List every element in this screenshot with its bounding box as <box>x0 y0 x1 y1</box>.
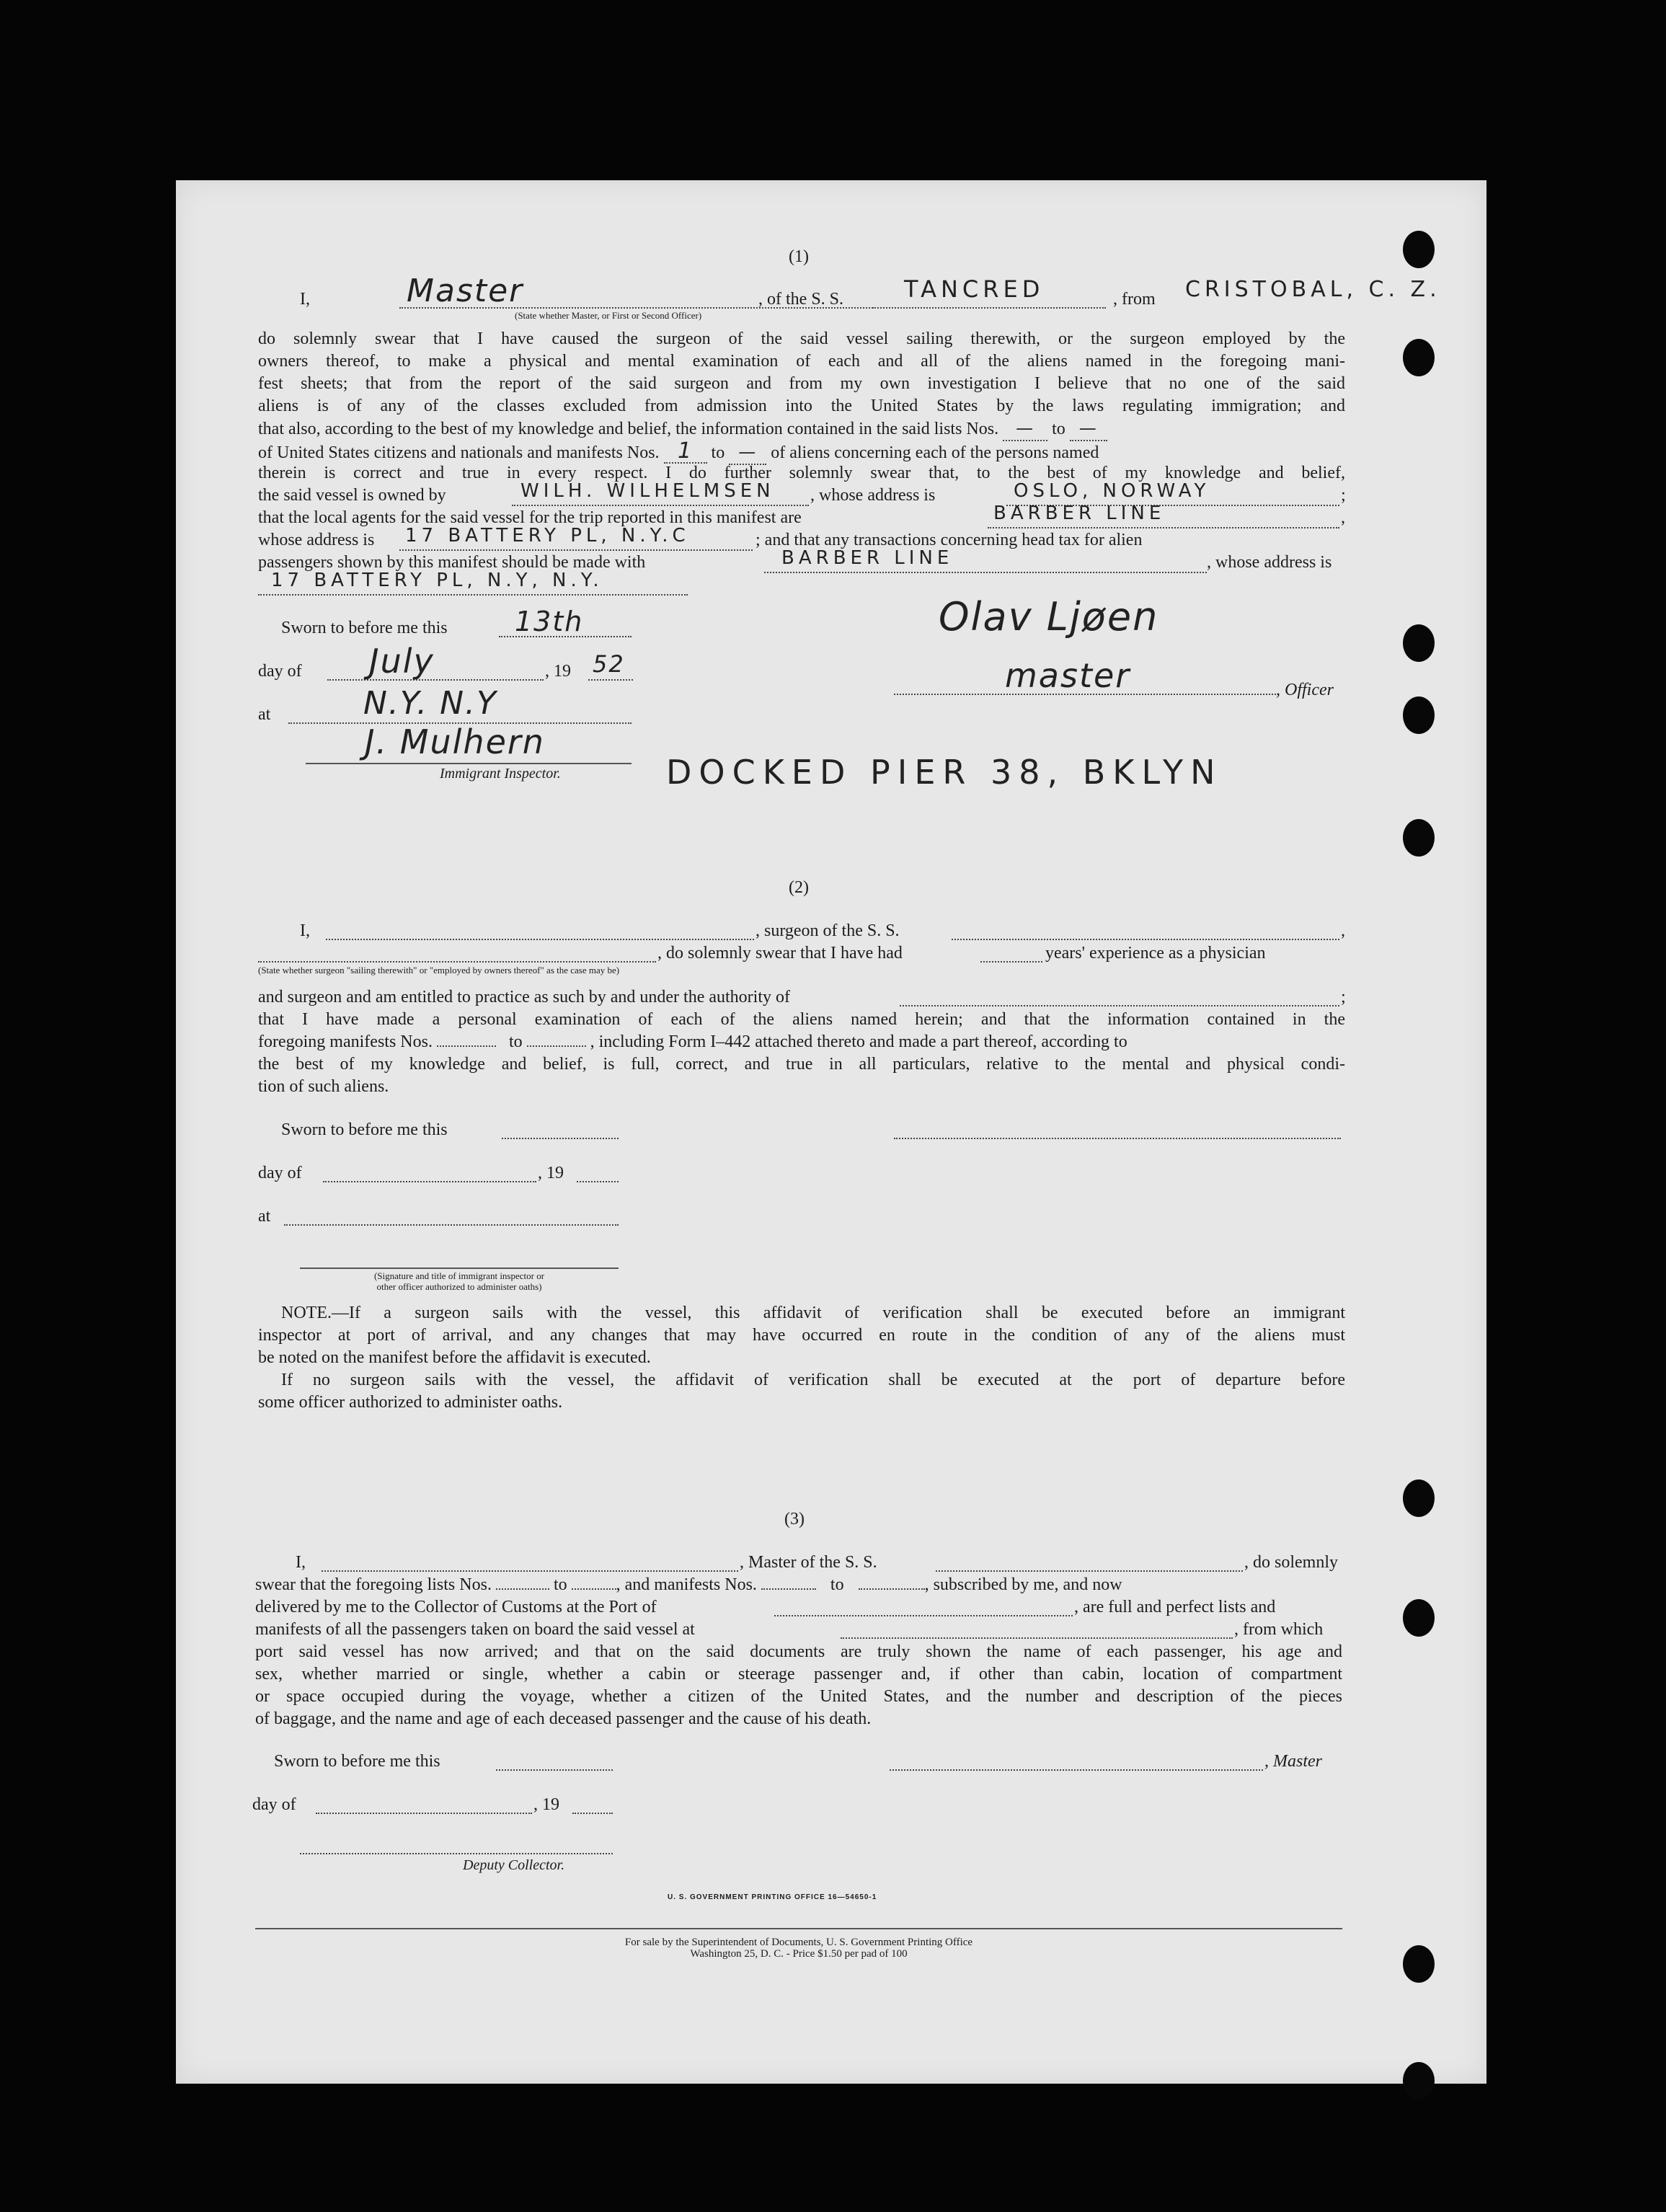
docked-note: DOCKED PIER 38, BKLYN <box>666 753 1223 792</box>
sec2-surgeon-signature-line <box>894 1138 1341 1139</box>
footer-rule <box>255 1928 1342 1929</box>
sec1-day-of-label: day of <box>258 662 302 681</box>
binder-hole-9 <box>1403 2062 1435 2100</box>
sec3-vessel-at-line <box>841 1637 1233 1639</box>
port-from: CRISTOBAL, C. Z. <box>1185 277 1441 302</box>
owner-line <box>512 505 809 506</box>
sec2-swear-label: , do solemnly swear that I have had <box>657 944 903 963</box>
exam-line: that I have made a personal examination of each of the aliens named herein; and that the information contained in the <box>258 1010 1345 1029</box>
officer-title: master <box>1005 656 1131 695</box>
sec3-deputy-line <box>300 1853 613 1854</box>
sec2-years-label: years' experience as a physician <box>1045 944 1266 963</box>
note-line-2: inspector at port of arrival, and any changes that may have occurred en route in the condition of any of the aliens must <box>258 1326 1345 1345</box>
sec1-month: July <box>369 642 435 681</box>
sec1-body-line-1: do solemnly swear that I have caused the surgeon of the said vessel sailing therewith, or the surgeon employed by the <box>258 329 1345 348</box>
sec2-at-line <box>284 1224 619 1226</box>
manifest-page: (1) I, Master (State whether Master, or First or Second Officer) , of the S. S. TANCRED , from CRISTOBAL, C. Z. do solemnly swear that I have caused the surgeon of the said vessel sailing therewith, or the surgeon employed by the owners thereof, to make a physical and mental examination of each and all of the aliens named in the foregoing mani- fest sheets; that from the report of the said surgeon and from my own investigation I believe that no one of the said aliens is of any of the classes excluded from admission into the United States by the laws regulating immigration; and that also, according to the best of my knowledge and belief, the information contained in the said lists Nos. — to — of United States citizens and nationals and manifests Nos. 1 to — of aliens concerning each of the persons named therein is correct and true in every respect. I do further solemnly swear that, to the best of my knowledge and belief, the said vessel is owned by WILH. WILHELMSEN , whose address is OSLO, NORWAY ; that the local agents for the said vessel for the trip reported in this manifest are BARBER LINE , whose address is 17 BATTERY PL, N.Y.C ; and that any transactions concerning head tax for alien passengers shown by this manifest should be made with BARBER LINE , whose address is 17 BATTERY PL, N.Y, N.Y. Sworn to before me this 13th day of July , 19 52 at N.Y. N.Y J. Mulhern Immigrant Inspector. Olav Ljøen master , Officer DOCKED PIER 38, BKLYN (2) I, , surgeon of the S. S. , , do solemnly swear that I have had years' experience as a physician (State whether surgeon "sailing therewith" or "employed by owners thereof" as the case may be) and surgeon and am entitled to practice as such by and under the authority of ; that I have made a personal examination of each of the aliens named herein; and that the information contained in the foregoing manifests Nos. to , including Form I–442 attached thereto and made a part thereof, according to the best of my knowledge and belief, is full, correct, and true in all particulars, relative to the mental and physical condi- tion of such aliens. Sworn to before me this day of , 19 at (Signature and title of immigrant inspector or other officer authorized to administer oaths) NOTE.—If a surgeon sails with the vessel, this affidavit of verification shall be executed before an immigrant inspector at port of arrival, and any changes that may have occurred en route in the condition of any of the aliens must be noted on the manifest before the affidavit is executed. If no surgeon sails with the vessel, the affidavit of verification shall be executed at the port of departure before some officer authorized to administer oaths. (3) I, , Master of the S. S. , do solemnly swear that the foregoing lists Nos. to , and manifests Nos. to , subscribed by me, and now delivered by me to the Collector of Customs at the Port of , are full and perfect lists and manifests of all the passengers taken on board the said vessel at , from which port said vessel has now arrived; and that on the said documents are truly shown the name of each passenger, his age and sex, whether married or single, whether a cabin or steerage passenger and, if other than cabin, location of compartment or space occupied during the voyage, whether a citizen of the United States, and the number and description of the pieces of baggage, and the name and age of each deceased passenger and the cause of his death. Sworn to before me this , Master day of , 19 Deputy Collector. U. S. GOVERNMENT PRINTING OFFICE 16—54650-1 For sale by the Superintendent of Documents, U. S. Government Printing Office Washington 25, D. C. - Price $1.50 per pad of 100 <box>176 180 1486 2084</box>
sec3-body-line-2: sex, whether married or single, whether a cabin or steerage passenger and, if other than cabin, location of compartment <box>255 1665 1342 1684</box>
sec3-body-line-3: or space occupied during the voyage, whether a citizen of the United States, and the number and description of the pieces <box>255 1687 1342 1706</box>
agents-address: 17 BATTERY PL, N.Y.C <box>405 525 690 547</box>
sec2-sig-note-1: (Signature and title of immigrant inspector or <box>373 1270 545 1281</box>
owner-name: WILH. WILHELMSEN <box>520 480 775 502</box>
sec3-master-sig-line <box>890 1769 1263 1771</box>
sec3-master-label: , Master of the S. S. <box>740 1553 877 1572</box>
sec2-inspector-line <box>300 1268 619 1269</box>
sec3-deputy-label: Deputy Collector. <box>463 1857 565 1873</box>
authority-line: and surgeon and am entitled to practice as such by and under the authority of <box>258 988 790 1007</box>
sec3-delivered-label: delivered by me to the Collector of Customs at the Port of <box>255 1598 657 1616</box>
agents-address-line <box>399 549 753 551</box>
sec3-name-line <box>322 1570 738 1572</box>
agents-address-label: whose address is <box>258 531 375 549</box>
binder-hole-6 <box>1403 1479 1435 1517</box>
section-2-number: (2) <box>789 878 809 897</box>
binder-hole-4 <box>1403 696 1435 734</box>
sec3-month-line <box>316 1813 532 1814</box>
officer-label: , Officer <box>1276 681 1334 699</box>
sec1-sworn-day: 13th <box>515 606 584 637</box>
sec2-year-line <box>577 1181 619 1182</box>
binder-hole-5 <box>1403 819 1435 857</box>
sec1-sworn-label: Sworn to before me this <box>281 619 448 637</box>
sec2-last-line: tion of such aliens. <box>258 1077 389 1096</box>
sec2-at-label: at <box>258 1207 271 1226</box>
note-line-3: be noted on the manifest before the affidavit is executed. <box>258 1348 651 1367</box>
sec1-month-line <box>327 679 544 681</box>
sec3-swear-line: swear that the foregoing lists Nos. to , and manifests Nos. to , subscribed by me, and now <box>255 1575 1122 1594</box>
sec3-from-which: , from which <box>1234 1620 1324 1639</box>
headtax-agent: BARBER LINE <box>781 547 954 569</box>
headtax-address-line <box>258 594 688 596</box>
inspector-signature-line <box>306 763 632 764</box>
footer-sale-line-1: For sale by the Superintendent of Documents, U. S. Government Printing Office <box>624 1937 973 1948</box>
binder-hole-8 <box>1403 1945 1435 1983</box>
sec3-master-sig-label: , Master <box>1264 1752 1322 1771</box>
sec1-body-line-4: aliens is of any of the classes excluded from admission into the United States by the laws regulating immigration; and <box>258 397 1345 415</box>
sec3-year-prefix: , 19 <box>533 1795 559 1814</box>
from-label: , from <box>1113 290 1156 309</box>
sec2-surgeon-type-line <box>258 961 656 963</box>
passengers-label: passengers shown by this manifest should be made with <box>258 553 646 572</box>
section-3-i-label: I, <box>296 1553 306 1572</box>
sec3-year-line <box>572 1813 613 1814</box>
sec3-sworn-label: Sworn to before me this <box>274 1752 440 1771</box>
sec3-manifests-of-label: manifests of all the passengers taken on board the said vessel at <box>255 1620 695 1639</box>
sec3-do-solemnly: , do solemnly <box>1244 1553 1338 1572</box>
inspector-signature: J. Mulhern <box>365 722 545 761</box>
note2-line-2: some officer authorized to administer oaths. <box>258 1393 563 1412</box>
sec1-year-suffix: 52 <box>593 650 625 678</box>
of-ss-label: , of the S. S. <box>758 290 844 309</box>
sec3-sworn-day-line <box>496 1769 613 1771</box>
sec3-body-line-1: port said vessel has now arrived; and that on the said documents are truly shown the name of each passenger, his age and <box>255 1642 1342 1661</box>
binder-hole-7 <box>1403 1599 1435 1637</box>
sec2-day-of-label: day of <box>258 1164 302 1182</box>
sec1-at-label: at <box>258 705 271 724</box>
role-note: (State whether Master, or First or Second Officer) <box>515 310 702 321</box>
authority-fill-line <box>900 1005 1339 1007</box>
sec1-body-line-2: owners thereof, to make a physical and mental examination of each and all of the aliens named in the foregoing mani- <box>258 352 1345 371</box>
binder-hole-2 <box>1403 339 1435 376</box>
sec1-year-line <box>588 679 633 681</box>
headtax-agent-line <box>764 572 1207 573</box>
section-3-number: (3) <box>784 1510 805 1529</box>
headtax-address: 17 BATTERY PL, N.Y, N.Y. <box>271 570 603 591</box>
sec2-sworn-label: Sworn to before me this <box>281 1120 448 1139</box>
foregoing-line: foregoing manifests Nos. to , including Form I–442 attached thereto and made a part thereof, according to <box>258 1032 1127 1051</box>
section-2-i-label: I, <box>300 921 310 940</box>
note2-line-1: If no surgeon sails with the vessel, the affidavit of verification shall be executed at the port of departure before <box>281 1371 1345 1389</box>
owner-address: OSLO, NORWAY <box>1014 480 1210 502</box>
surgeon-label: , surgeon of the S. S. <box>756 921 900 940</box>
printing-office: U. S. GOVERNMENT PRINTING OFFICE 16—54650-1 <box>668 1893 877 1901</box>
sec3-full-label: , are full and perfect lists and <box>1074 1598 1276 1616</box>
sec3-day-of-label: day of <box>252 1795 296 1814</box>
binder-hole-1 <box>1403 231 1435 268</box>
section-1-i-label: I, <box>300 290 310 309</box>
sec2-state-note: (State whether surgeon "sailing therewith" or "employed by owners thereof" as the case may be) <box>258 965 620 976</box>
agents-line <box>988 527 1339 528</box>
sec3-port-line <box>774 1615 1073 1616</box>
sec2-month-line <box>323 1181 536 1182</box>
owner-address-label: , whose address is <box>810 486 936 505</box>
sec3-last-line: of baggage, and the name and age of each deceased passenger and the cause of his death. <box>255 1709 872 1728</box>
sec1-year-prefix: , 19 <box>545 662 571 681</box>
owned-by-label: the said vessel is owned by <box>258 486 446 505</box>
correct-line: therein is correct and true in every respect. I do further solemnly swear that, to the best of my knowledge and belief, <box>258 464 1345 482</box>
binder-hole-3 <box>1403 624 1435 662</box>
sec2-years-line <box>980 961 1042 963</box>
sec1-at-place: N.Y. N.Y <box>363 685 497 722</box>
sec3-vessel-line <box>936 1570 1243 1572</box>
sec1-body-line-3: fest sheets; that from the report of the said surgeon and from my own investigation I believe that no one of the said <box>258 374 1345 393</box>
belief-line: the best of my knowledge and belief, is full, correct, and true in all particulars, relative to the mental and physical condi- <box>258 1055 1345 1074</box>
headtax-address-label: , whose address is <box>1207 553 1332 572</box>
sec2-sworn-day-line <box>502 1138 619 1139</box>
agents-label: that the local agents for the said vessel for the trip reported in this manifest are <box>258 508 802 527</box>
role-handwritten: Master <box>407 273 524 309</box>
headtax-label: ; and that any transactions concerning head tax for alien <box>756 531 1143 549</box>
vessel-name: TANCRED <box>904 275 1045 303</box>
manifests-line: of United States citizens and nationals and manifests Nos. 1 to — of aliens concerning each of the persons named <box>258 438 1099 464</box>
note-head: NOTE. <box>281 1304 332 1322</box>
lists-line: that also, according to the best of my knowledge and belief, the information contained in the said lists Nos. — to — <box>258 417 1345 441</box>
agents-name: BARBER LINE <box>993 503 1166 524</box>
officer-signature: Olav Ljøen <box>939 594 1159 640</box>
footer-sale-line-2: Washington 25, D. C. - Price $1.50 per pad of 100 <box>690 1948 908 1960</box>
sec2-vessel-line <box>952 939 1339 940</box>
vessel-line <box>872 307 1106 309</box>
sec2-sig-note-2: other officer authorized to administer oaths) <box>376 1281 542 1292</box>
section-1-number: (1) <box>789 247 809 266</box>
inspector-label: Immigrant Inspector. <box>440 766 561 782</box>
sec2-year-prefix: , 19 <box>538 1164 564 1182</box>
note-line-1: NOTE.—If a surgeon sails with the vessel, this affidavit of verification shall be executed before an immigrant <box>281 1304 1345 1322</box>
sec2-name-line <box>326 939 754 940</box>
